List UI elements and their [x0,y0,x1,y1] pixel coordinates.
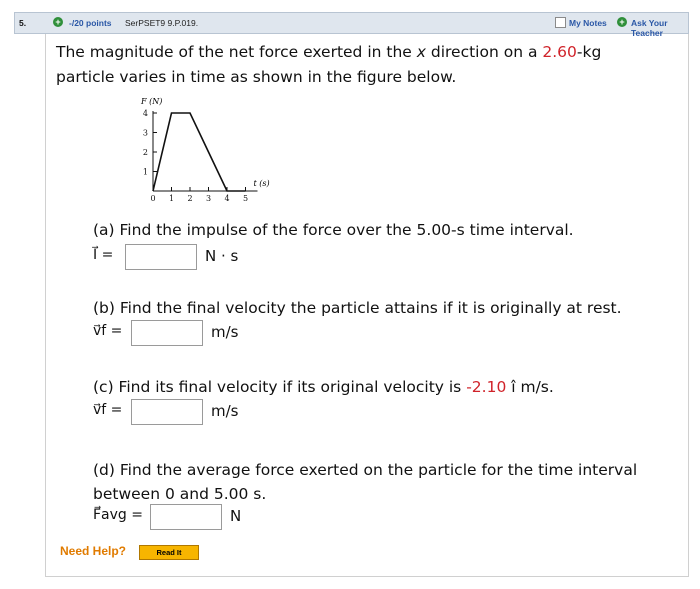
final-velocity-unit-c: m/s [211,402,239,420]
final-velocity-label-c: v⃗f = [93,402,123,418]
x-tick-label: 2 [187,194,193,203]
final-velocity-input-b[interactable] [131,320,203,346]
force-curve [153,113,246,191]
force-time-graph [120,94,295,206]
y-tick-label: 2 [142,148,148,157]
expand-plus-icon[interactable]: + [53,17,63,27]
intro-text-line2: particle varies in time as shown in the figure below. [56,68,457,86]
final-velocity-input-c[interactable] [131,399,203,425]
final-velocity-unit-b: m/s [211,323,239,341]
part-c-text-1: (c) Find its final velocity if its original velocity is [93,378,467,396]
question-number: 5. [19,18,27,28]
ask-teacher-link[interactable]: Ask Your Teacher [631,18,668,38]
mass-value: 2.60 [542,43,577,61]
y-tick-label: 1 [142,167,148,177]
question-intro [56,40,676,90]
part-c-text-2: î m/s. [506,378,554,396]
points-label: -/20 points [69,18,112,28]
x-axis-label: t (s) [253,179,270,188]
intro-variable: x [416,43,426,61]
y-axis-label: F (N) [141,97,163,106]
intro-text-1: The magnitude of the net force exerted in the [56,43,417,61]
final-velocity-label-b: v⃗f = [93,323,123,339]
x-tick-label: 4 [224,194,230,203]
problem-code: SerPSET9 9.P.019. [125,18,199,28]
part-a-text: (a) Find the impulse of the force over the 5.00-s time interval. [93,221,574,239]
my-notes-link[interactable]: My Notes [569,18,607,28]
part-d-text-2: between 0 and 5.00 s. [93,485,267,503]
impulse-input[interactable] [125,244,197,270]
initial-velocity-value: -2.10 [466,378,507,396]
need-help-label: Need Help? [60,544,127,558]
part-c-text [93,378,554,396]
y-tick-label: 4 [142,109,148,118]
ask-teacher-plus-icon[interactable]: + [617,17,627,27]
x-tick-label: 1 [168,194,175,203]
x-tick-label: 3 [205,194,212,203]
read-it-button[interactable]: Read It [139,545,199,560]
x-tick-label: 0 [150,194,156,203]
part-d-text-1: (d) Find the average force exerted on the particle for the time interval [93,461,638,479]
my-notes-checkbox[interactable] [555,17,566,28]
part-a-answer [93,244,353,270]
intro-text-3: -kg [576,43,602,61]
part-b-text: (b) Find the final velocity the particle attains if it is originally at rest. [93,299,622,317]
impulse-unit: N · s [205,247,239,265]
part-c-answer [93,399,353,425]
intro-text-2: direction on a [425,43,543,61]
part-b-answer [93,320,353,346]
part-d-answer [93,504,353,530]
question-header [14,12,689,38]
part-d-text [93,458,637,506]
x-tick-label: 5 [242,194,249,203]
y-tick-label: 3 [142,128,148,138]
average-force-label: F⃗avg = [93,507,143,523]
average-force-unit: N [230,507,242,525]
average-force-input[interactable] [150,504,222,530]
impulse-label: I⃗ = [93,247,114,263]
